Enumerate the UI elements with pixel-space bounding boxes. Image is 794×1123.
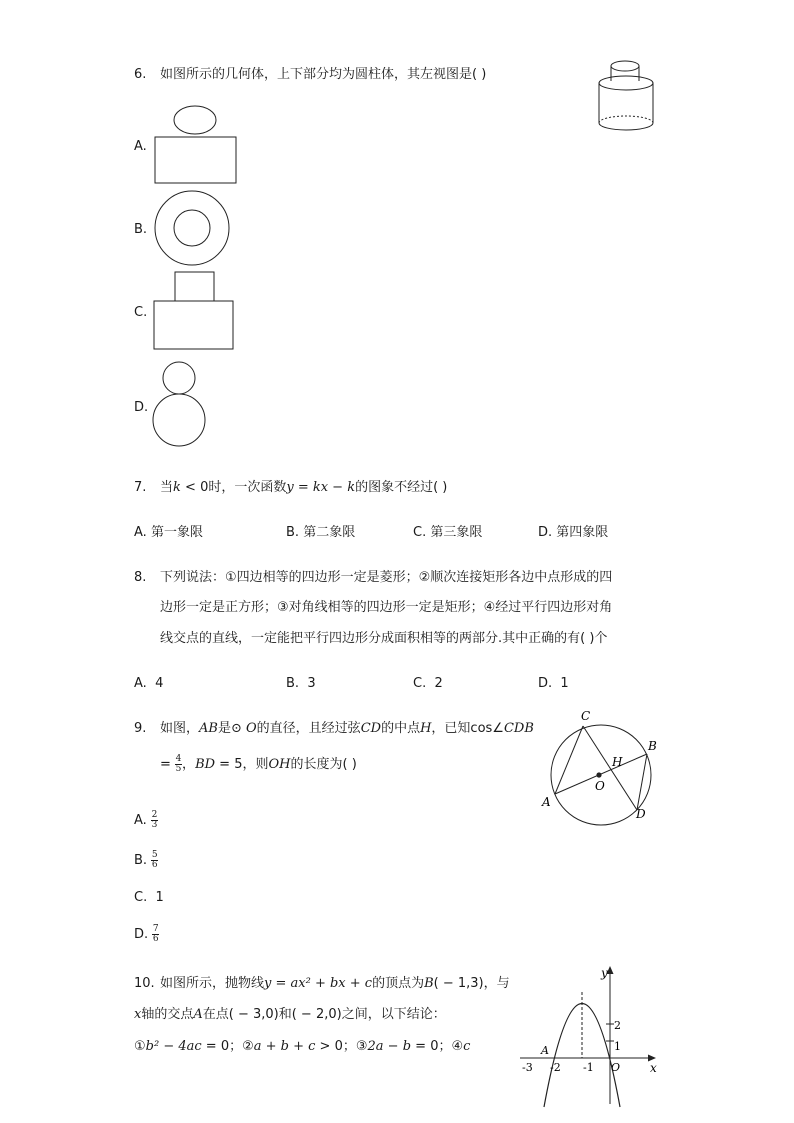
q6-option-b-label: B.: [134, 222, 148, 237]
q10-label-minus1: -1: [583, 1061, 594, 1074]
q8-stem-line3: 线交点的直线，一定能把平行四边形分成面积相等的两部分.其中正确的有( )个: [160, 631, 608, 646]
q9-stem-line2: = $\frac{4}{5}$ ，BD = 5，则OH的长度为( ): [160, 754, 357, 774]
q6-stem: 如图所示的几何体，上下部分均为圆柱体，其左视图是( ): [160, 67, 487, 82]
q10-stem-line3: ①b² − 4ac = 0；②a + b + c > 0；③2a − b = 0；④c: [134, 1039, 471, 1054]
q8-option-a[interactable]: A. 4: [134, 676, 164, 691]
q7-stem: 当k < 0时，一次函数y = kx − k的图象不经过( ): [160, 480, 448, 495]
q10-label-minus2: -2: [550, 1061, 561, 1074]
q6-option-a-label: A.: [134, 139, 147, 154]
q7-option-d[interactable]: D. 第四象限: [538, 525, 609, 540]
q10-label-x: x: [650, 1061, 657, 1075]
q7-option-c[interactable]: C. 第三象限: [413, 525, 483, 540]
q9-label-a: A: [542, 795, 551, 809]
q9-stem-line1: 如图，AB是⊙ O的直径，且经过弦CD的中点H，已知cos∠CDB: [160, 721, 534, 736]
q6-number: 6.: [134, 67, 147, 82]
q10-label-y: y: [601, 966, 608, 980]
q8-option-c[interactable]: C. 2: [413, 676, 443, 691]
q9-cos-fraction: $\frac{4}{5}$: [175, 754, 182, 774]
q9-label-b: B: [648, 739, 657, 753]
q9-label-o: O: [595, 779, 605, 793]
q10-label-a: A: [541, 1044, 549, 1057]
q8-option-b[interactable]: B. 3: [286, 676, 316, 691]
q9-label-c: C: [581, 709, 591, 723]
q9-number: 9.: [134, 721, 147, 736]
q9-option-a[interactable]: A. $\frac{2}{3}$: [134, 810, 158, 830]
q10-stem-line2: x轴的交点A在点( − 3,0)和( − 2,0)之间，以下结论：: [134, 1007, 446, 1022]
q7-option-b[interactable]: B. 第二象限: [286, 525, 356, 540]
q10-parabola-figure: [516, 962, 666, 1108]
q10-number: 10.: [134, 976, 155, 991]
q6-option-c-figure[interactable]: [152, 271, 238, 353]
q9-option-b[interactable]: B. $\frac{5}{6}$: [134, 850, 158, 870]
q8-stem-line2: 边形一定是正方形；③对角线相等的四边形一定是矩形；④经过平行四边形对角: [160, 600, 613, 615]
q8-option-d[interactable]: D. 1: [538, 676, 569, 691]
q6-option-b-figure[interactable]: [152, 190, 232, 270]
q9-label-h: H: [612, 755, 623, 769]
q6-solid-figure: [592, 56, 664, 136]
q9-label-d: D: [636, 807, 646, 821]
q6-option-a-figure[interactable]: [152, 104, 242, 186]
q8-stem-line1: 下列说法：①四边相等的四边形一定是菱形；②顺次连接矩形各边中点形成的四: [160, 570, 613, 585]
q8-number: 8.: [134, 570, 147, 585]
q10-label-minus3: -3: [522, 1061, 533, 1074]
q7-option-a[interactable]: A. 第一象限: [134, 525, 203, 540]
q10-label-2: 2: [614, 1019, 621, 1032]
q7-number: 7.: [134, 480, 147, 495]
q9-option-d[interactable]: D. $\frac{7}{6}$: [134, 924, 159, 944]
q9-circle-figure: [538, 706, 664, 826]
q10-stem-line1: 如图所示，抛物线y = ax² + bx + c的顶点为B( − 1,3)，与: [160, 976, 510, 991]
q9-option-c[interactable]: C. 1: [134, 890, 164, 905]
q6-option-d-figure[interactable]: [152, 360, 212, 450]
q10-label-o: O: [611, 1061, 621, 1074]
q6-option-c-label: C.: [134, 305, 148, 320]
q6-option-d-label: D.: [134, 400, 149, 415]
q10-label-1: 1: [614, 1040, 621, 1053]
